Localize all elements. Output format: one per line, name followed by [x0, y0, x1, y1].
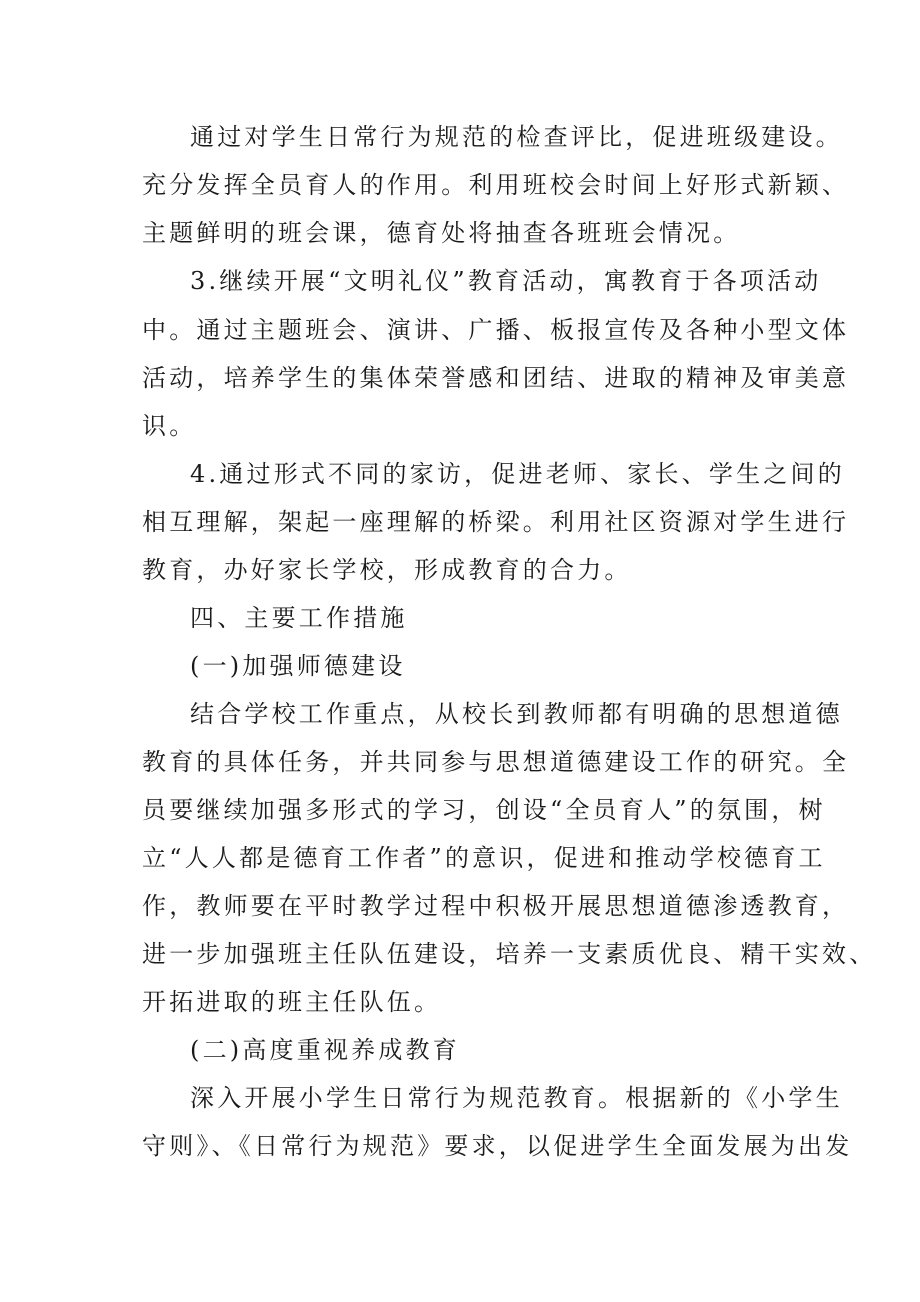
paragraph-line: 教育，办好家长学校，形成教育的合力。 [142, 556, 632, 584]
paragraph-line: 活动，培养学生的集体荣誉感和团结、进取的精神及审美意 [142, 364, 850, 392]
paragraph-line: 作，教师要在平时教学过程中积极开展思想道德渗透教育， [142, 892, 850, 920]
paragraph-line: 深入开展小学生日常行为规范教育。根据新的《小学生 [190, 1084, 843, 1112]
paragraph-line: 主题鲜明的班会课，德育处将抽查各班班会情况。 [142, 219, 741, 247]
subsection-heading: (二)高度重视养成教育 [190, 1036, 460, 1064]
paragraph-line: 相互理解，架起一座理解的桥梁。利用社区资源对学生进行 [142, 508, 850, 536]
paragraph-line: 结合学校工作重点，从校长到教师都有明确的思想道德 [190, 700, 843, 728]
paragraph-line: 开拓进取的班主任队伍。 [142, 988, 442, 1016]
paragraph-line: 中。通过主题班会、演讲、广播、板报宣传及各种小型文体 [142, 316, 850, 344]
paragraph-line: 守则》、《日常行为规范》要求，以促进学生全面发展为出发 [142, 1132, 853, 1160]
subsection-heading: (一)加强师德建设 [190, 652, 406, 680]
paragraph-line: 员要继续加强多形式的学习，创设“全员育人”的氛围，树 [142, 796, 826, 824]
paragraph-line: 教育的具体任务，并共同参与思想道德建设工作的研究。全 [142, 748, 850, 776]
paragraph-line: 充分发挥全员育人的作用。利用班校会时间上好形式新颖、 [142, 171, 850, 199]
paragraph-line: 3.继续开展“文明礼仪”教育活动，寓教育于各项活动 [190, 267, 822, 295]
paragraph-line: 通过对学生日常行为规范的检查评比，促进班级建设。 [190, 123, 843, 151]
paragraph-line: 识。 [142, 412, 197, 440]
paragraph-line: 4.通过形式不同的家访，促进老师、家长、学生之间的 [190, 460, 845, 488]
paragraph-line: 立“人人都是德育工作者”的意识，促进和推动学校德育工 [142, 844, 826, 872]
section-heading: 四、主要工作措施 [190, 604, 408, 632]
paragraph-line: 进一步加强班主任队伍建设，培养一支素质优良、精干实效、 [142, 940, 877, 968]
